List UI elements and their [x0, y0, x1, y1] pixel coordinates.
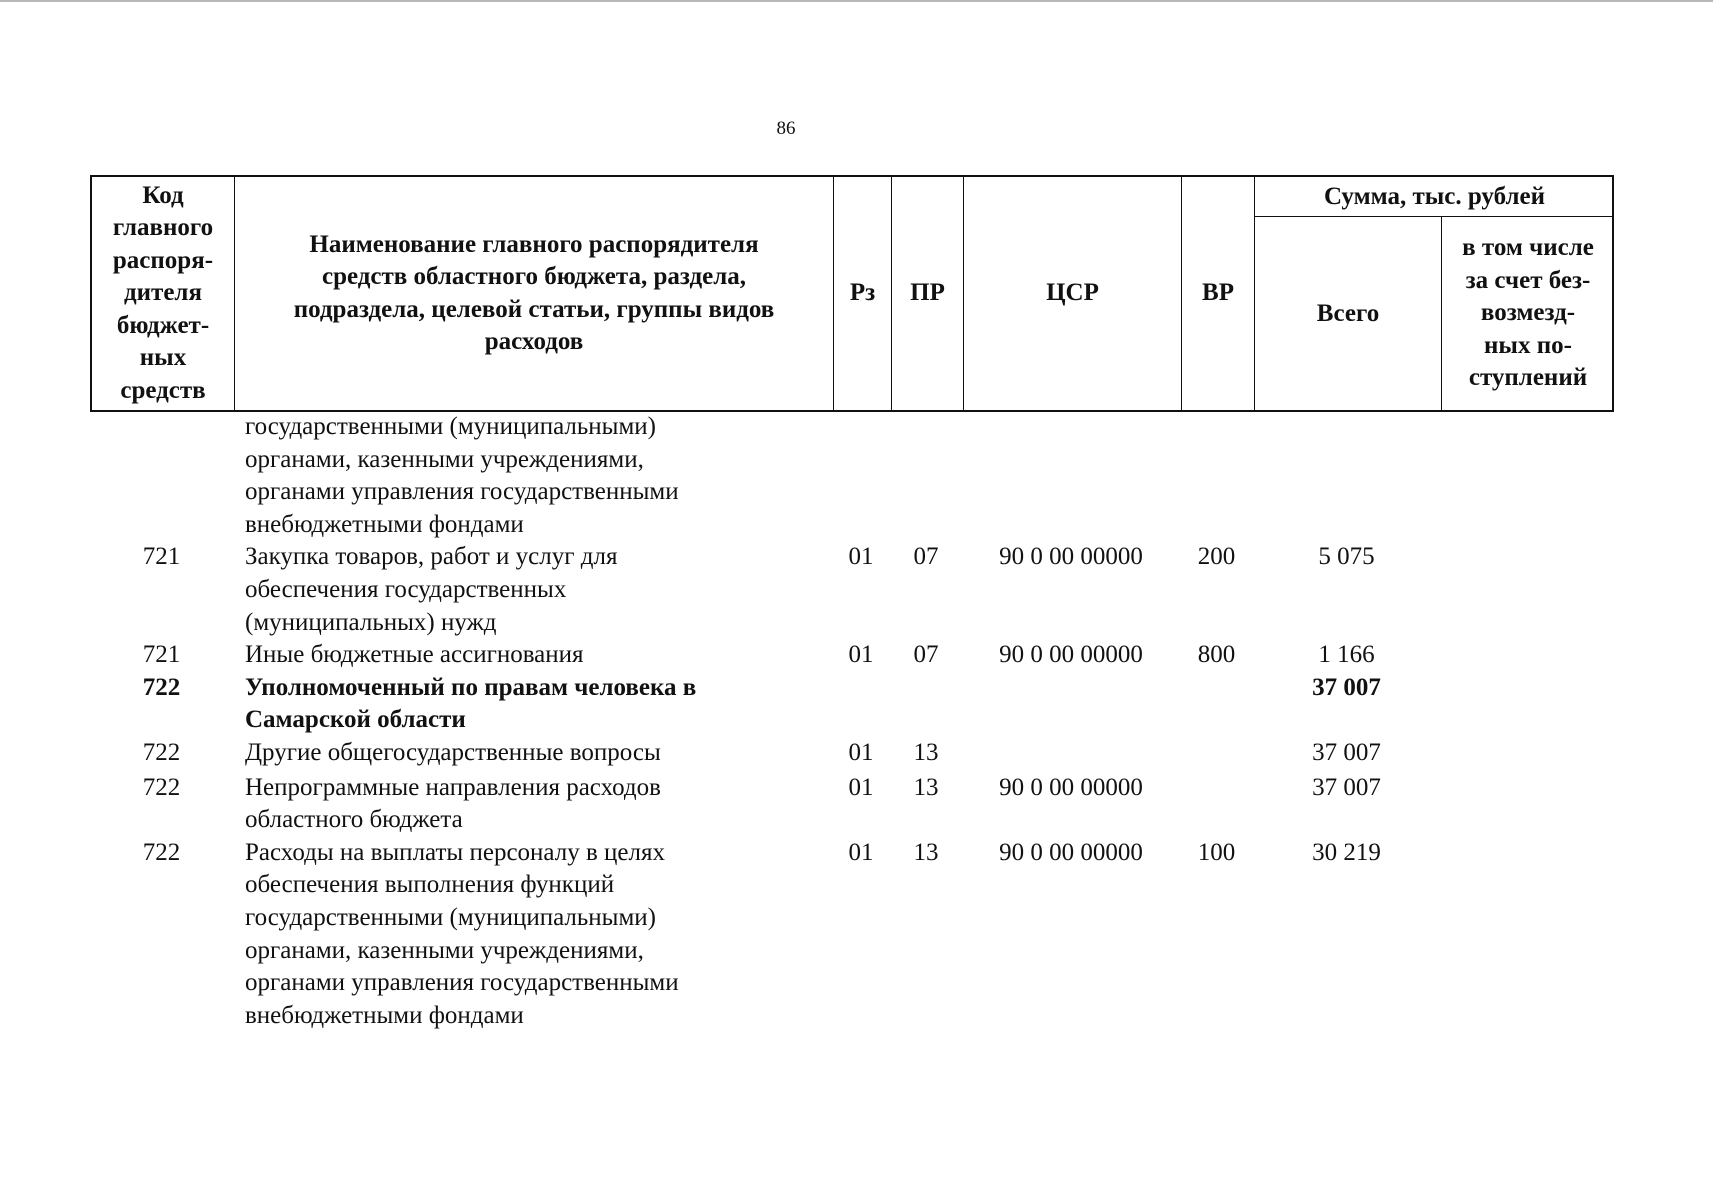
cell-vr: 100	[1197, 838, 1236, 866]
header-free-line: возмезд-	[1480, 299, 1576, 327]
cell-name: Закупка товаров, работ и услуг для обеспечения государственных (муниципальных) нужд	[245, 543, 618, 636]
cell-name: Другие общегосударственные вопросы	[245, 738, 661, 766]
header-pr: ПР	[892, 177, 964, 410]
header-vr: ВР	[1182, 177, 1255, 410]
cell-total: 5 075	[1318, 543, 1375, 571]
header-csr: ЦСР	[964, 177, 1182, 410]
cell-pr: 13	[913, 738, 939, 766]
cell-csr: 90 0 00 00000	[999, 838, 1143, 866]
cell-rz: 01	[848, 543, 874, 571]
cell-total: 30 219	[1312, 838, 1381, 866]
cell-vr: 800	[1197, 641, 1236, 669]
scan-top-edge	[0, 0, 1713, 2]
cell-name: Уполномоченный по правам человека в Самарской области	[245, 673, 697, 734]
header-name-line: средств областного бюджета, раздела,	[321, 263, 747, 290]
cell-total: 37 007	[1312, 738, 1381, 766]
table-row	[90, 672, 1614, 737]
cell-code: 722	[142, 773, 181, 801]
page-number: 86	[776, 118, 796, 139]
cell-vr: 200	[1197, 543, 1236, 571]
header-code-line: бюджет-	[116, 311, 210, 339]
cell-rz: 01	[848, 738, 874, 766]
header-name-line: расходов	[484, 328, 584, 355]
table-row	[90, 737, 1614, 770]
header-code	[92, 177, 235, 410]
header-rz: Рз	[834, 177, 892, 410]
cell-rz: 01	[848, 773, 874, 801]
table-row	[90, 639, 1614, 672]
cell-rz: 01	[848, 838, 874, 866]
cell-csr: 90 0 00 00000	[999, 543, 1143, 571]
header-name-line: подраздела, целевой статьи, группы видов	[293, 295, 775, 323]
header-sum-total: Всего	[1255, 217, 1442, 410]
cell-total: 37 007	[1312, 773, 1381, 801]
cell-pr: 13	[913, 838, 939, 866]
cell-total: 1 166	[1318, 641, 1375, 669]
header-code-line: распоря-	[112, 246, 214, 274]
cell-code: 722	[142, 738, 181, 766]
table-row	[90, 541, 1614, 639]
header-sum-title: Сумма, тыс. рублей	[1255, 177, 1614, 217]
cell-pr: 07	[913, 641, 939, 669]
cell-code: 722	[142, 838, 181, 866]
header-name-line: Наименование главного распорядителя	[309, 230, 759, 258]
header-code-line: дителя	[124, 279, 202, 307]
header-free-line: ных по-	[1484, 331, 1572, 359]
header-code-line: ных	[139, 344, 187, 372]
table-body	[90, 412, 1614, 1032]
header-name	[235, 177, 834, 410]
cell-csr: 90 0 00 00000	[999, 641, 1143, 669]
cell-name: государственными (муниципальными) органами, казенными учреждениями, органами управления государственными внебюджетными фондами	[245, 413, 679, 538]
cell-code: 721	[142, 543, 181, 571]
header-free-line: ступлений	[1468, 364, 1588, 392]
header-code-line: главного	[112, 214, 214, 242]
cell-pr: 07	[913, 543, 939, 571]
cell-name: Непрограммные направления расходов областного бюджета	[245, 773, 661, 834]
cell-name: Иные бюджетные ассигнования	[245, 641, 584, 669]
cell-name: Расходы на выплаты персоналу в целях обеспечения выполнения функций государственными (муниципальными) органами, казенными учреждениями, органами управления государственными внебюджетными фондами	[245, 838, 679, 1029]
header-code-line: средств	[120, 376, 206, 404]
header-sum-group	[1255, 177, 1614, 410]
cell-code: 722	[142, 673, 181, 701]
cell-total: 37 007	[1312, 673, 1381, 701]
cell-code: 721	[142, 641, 181, 669]
header-code-line: Код	[142, 181, 184, 209]
table-row	[90, 411, 1614, 541]
cell-pr: 13	[913, 773, 939, 801]
header-sum-free	[1442, 217, 1614, 410]
table-row	[90, 837, 1614, 1033]
table-row	[90, 772, 1614, 837]
header-free-line: в том числе	[1462, 234, 1594, 262]
cell-rz: 01	[848, 641, 874, 669]
header-free-line: за счет без-	[1465, 266, 1591, 294]
cell-csr: 90 0 00 00000	[999, 773, 1143, 801]
table-header	[90, 175, 1614, 412]
